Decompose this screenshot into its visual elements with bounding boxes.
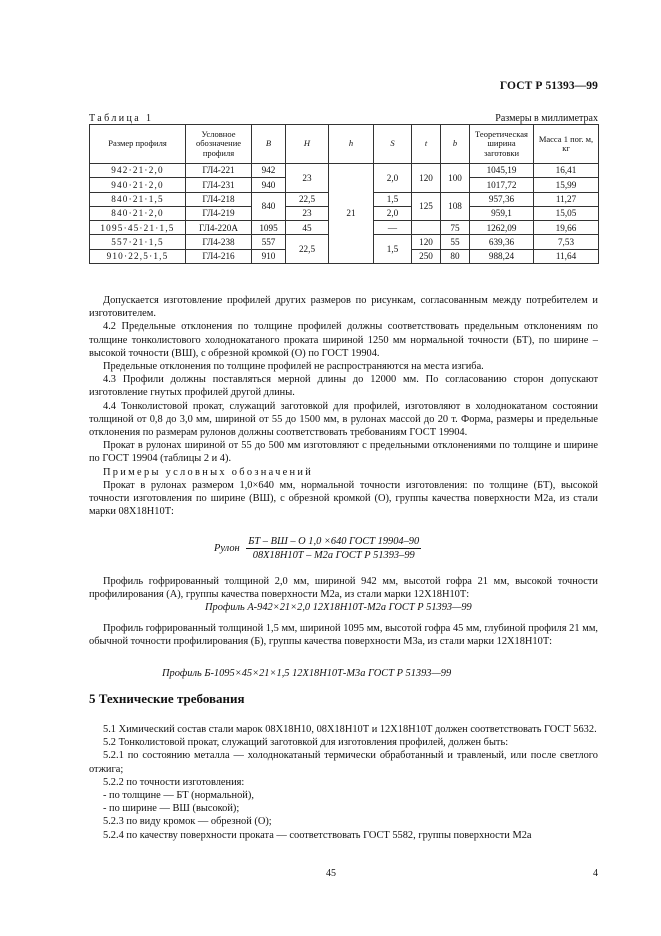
cell-size: 840·21·1,5 (90, 192, 186, 206)
cell-b: 108 (441, 192, 470, 221)
cell-h: 21 (329, 164, 374, 264)
cell-size: 942·21·2,0 (90, 164, 186, 178)
cell-width: 988,24 (470, 249, 534, 263)
table-row (90, 164, 599, 178)
formula-label: Рулон (214, 543, 240, 554)
cell-mass: 15,05 (534, 206, 599, 220)
paragraph: 5.1 Химический состав стали марок 08Х18Н10, 08Х18Н10Т и 12Х18Н10Т должен соответствовать ГОСТ 5632. (103, 724, 597, 735)
cell-t-empty (412, 221, 441, 235)
table-header-row (90, 125, 599, 164)
cell-t: 120 (412, 235, 441, 249)
cell-mass: 16,41 (534, 164, 599, 178)
cell-width: 1045,19 (470, 164, 534, 178)
cell-S: 1,5 (374, 192, 412, 206)
requirements-block (89, 723, 598, 842)
cell-B: 942 (252, 164, 286, 178)
col-header-B: B (252, 125, 286, 164)
cell-size: 940·21·2,0 (90, 178, 186, 192)
cell-designation: ГЛ4-218 (186, 192, 252, 206)
cell-width: 957,36 (470, 192, 534, 206)
cell-size: 840·21·2,0 (90, 206, 186, 220)
body-text-block (89, 294, 598, 518)
body-text-block-3 (89, 622, 598, 648)
cell-t: 120 (412, 164, 441, 193)
formula-numerator: БТ – ВШ – О 1,0 ×640 ГОСТ 19904–90 (248, 536, 420, 547)
sheet-number: 4 (593, 868, 598, 879)
paragraph: 5.2 Тонколистовой прокат, служащий заготовкой для изготовления профилей, должен быть: (103, 737, 509, 749)
cell-size: 910·22,5·1,5 (90, 249, 186, 263)
cell-width: 959,1 (470, 206, 534, 220)
col-header-designation: Условное обозначение профиля (186, 125, 252, 164)
formula-coil (214, 536, 421, 561)
list-item: - по ширине — ВШ (высокой); (103, 803, 240, 815)
cell-mass: 15,99 (534, 178, 599, 192)
cell-B: 910 (252, 249, 286, 263)
cell-S: 2,0 (374, 164, 412, 193)
table-caption: Таблица 1 (89, 113, 154, 124)
document-code: ГОСТ Р 51393—99 (499, 80, 598, 92)
cell-mass: 7,53 (534, 235, 599, 249)
cell-designation: ГЛ4-219 (186, 206, 252, 220)
cell-S: 2,0 (374, 206, 412, 220)
cell-S: 1,5 (374, 235, 412, 264)
formula-fraction (246, 536, 421, 561)
col-header-b: b (441, 125, 470, 164)
cell-width: 1262,09 (470, 221, 534, 235)
cell-b: 80 (441, 249, 470, 263)
paragraph: 5.2.3 по виду кромок — обрезной (О); (103, 816, 272, 828)
paragraph: Допускается изготовление профилей других размеров по рисункам, согласованным между потребителем и изготовителем. (89, 295, 598, 320)
paragraph: 4.3 Профили должны поставляться мерной длины до 12000 мм. По согласованию сторон допускают изготовление гнутых профилей другой длины. (89, 374, 598, 399)
cell-designation: ГЛ4-221 (186, 164, 252, 178)
profile-dimensions-table (89, 124, 599, 264)
cell-t: 125 (412, 192, 441, 221)
col-header-size: Размер профиля (90, 125, 186, 164)
formula-denominator: 08Х18Н10Т – М2а ГОСТ Р 51393–99 (252, 550, 415, 561)
col-header-width: Теоретическая ширина заготовки (470, 125, 534, 164)
section-heading: 5 Технические требования (89, 691, 245, 706)
cell-B: 940 (252, 178, 286, 192)
paragraph: 4.4 Тонколистовой прокат, служащий заготовкой для профилей, изготовляют в холоднокатаном состоянии толщиной от 0,8 до 3,0 мм, шириной от 55 до 1500 мм, в рулонах массой до 20 т. Форма, размеры и предельные отклонения по размерам рулонов должны соответствовать требованиям ГОСТ 19904. (89, 400, 598, 439)
cell-B: 557 (252, 235, 286, 249)
cell-designation: ГЛ4-231 (186, 178, 252, 192)
cell-mass: 19,66 (534, 221, 599, 235)
formula-profile-b: Профиль Б-1095×45×21×1,5 12Х18Н10Т-М3а ГОСТ Р 51393—99 (162, 668, 452, 679)
col-header-mass: Масса 1 пог. м, кг (534, 125, 599, 164)
body-text-block-2 (89, 575, 598, 601)
formula-profile-a: Профиль А-942×21×2,0 12Х18Н10Т-М2а ГОСТ Р 51393—99 (205, 602, 472, 613)
paragraph: 5.2.2 по точности изготовления: (103, 776, 245, 788)
paragraph: 5.2.1 по состоянию металла — холоднокатаный термически обработанный и травленый, или после светлого отжига; (89, 750, 598, 775)
cell-S: — (374, 221, 412, 235)
cell-designation: ГЛ4-216 (186, 249, 252, 263)
cell-mass: 11,64 (534, 249, 599, 263)
cell-designation: ГЛ4-238 (186, 235, 252, 249)
paragraph: Прокат в рулонах шириной от 55 до 500 мм изготовляют с предельными отклонениями по толщине и ширине по ГОСТ 19904 (таблицы 2 и 4). (89, 440, 598, 465)
cell-b: 75 (441, 221, 470, 235)
cell-t: 250 (412, 249, 441, 263)
cell-b: 100 (441, 164, 470, 193)
cell-B: 1095 (252, 221, 286, 235)
cell-H: 23 (286, 164, 329, 193)
col-header-H: H (286, 125, 329, 164)
cell-width: 1017,72 (470, 178, 534, 192)
cell-H: 22,5 (286, 235, 329, 264)
col-header-S: S (374, 125, 412, 164)
paragraph: 5.2.4 по качеству поверхности проката — соответствовать ГОСТ 5582, группы поверхности М2а (103, 829, 532, 841)
col-header-h: h (329, 125, 374, 164)
cell-designation: ГЛ4-220А (186, 221, 252, 235)
paragraph: 4.2 Предельные отклонения по толщине профилей должны соответствовать предельным отклонениям по толщине тонколистового холоднокатаного проката шириной 1250 мм нормальной точности (БТ), по ширине – высокой точности (ВШ), с обрезной кромкой (О) по ГОСТ 19904. (89, 321, 598, 359)
cell-H: 22,5 (286, 192, 329, 206)
cell-width: 639,36 (470, 235, 534, 249)
paragraph: Профиль гофрированный толщиной 1,5 мм, шириной 1095 мм, высотой гофра 45 мм, глубиной профиля 21 мм, обычной точности профилирования (Б), группы качества поверхности М3а, из стали марки 12Х18Н10Т: (89, 623, 598, 648)
cell-size: 1095·45·21·1,5 (90, 221, 186, 235)
page-number: 45 (326, 868, 336, 879)
cell-size: 557·21·1,5 (90, 235, 186, 249)
paragraph: Прокат в рулонах размером 1,0×640 мм, нормальной точности изготовления: по толщине (БТ), высокой точности изготовления по ширине (ВШ), с обрезной кромкой (О), группы качества поверхности М2а, из стали марки 08Х18Н10Т: (89, 479, 598, 518)
cell-b: 55 (441, 235, 470, 249)
table-units: Размеры в миллиметрах (495, 113, 598, 124)
cell-B: 840 (252, 192, 286, 221)
paragraph: Профиль гофрированный толщиной 2,0 мм, шириной 942 мм, высотой гофра 21 мм, высокой точности профилирования (А), группы качества поверхности М2а, из стали марки 12Х18Н10Т: (89, 576, 598, 601)
col-header-t: t (412, 125, 441, 164)
examples-heading: Примеры условных обозначений (103, 466, 314, 478)
paragraph: Предельные отклонения по толщине профилей не распространяются на места изгиба. (103, 361, 484, 373)
cell-mass: 11,27 (534, 192, 599, 206)
cell-H: 23 (286, 206, 329, 220)
cell-H: 45 (286, 221, 329, 235)
list-item: - по толщине — БТ (нормальной), (103, 790, 254, 802)
